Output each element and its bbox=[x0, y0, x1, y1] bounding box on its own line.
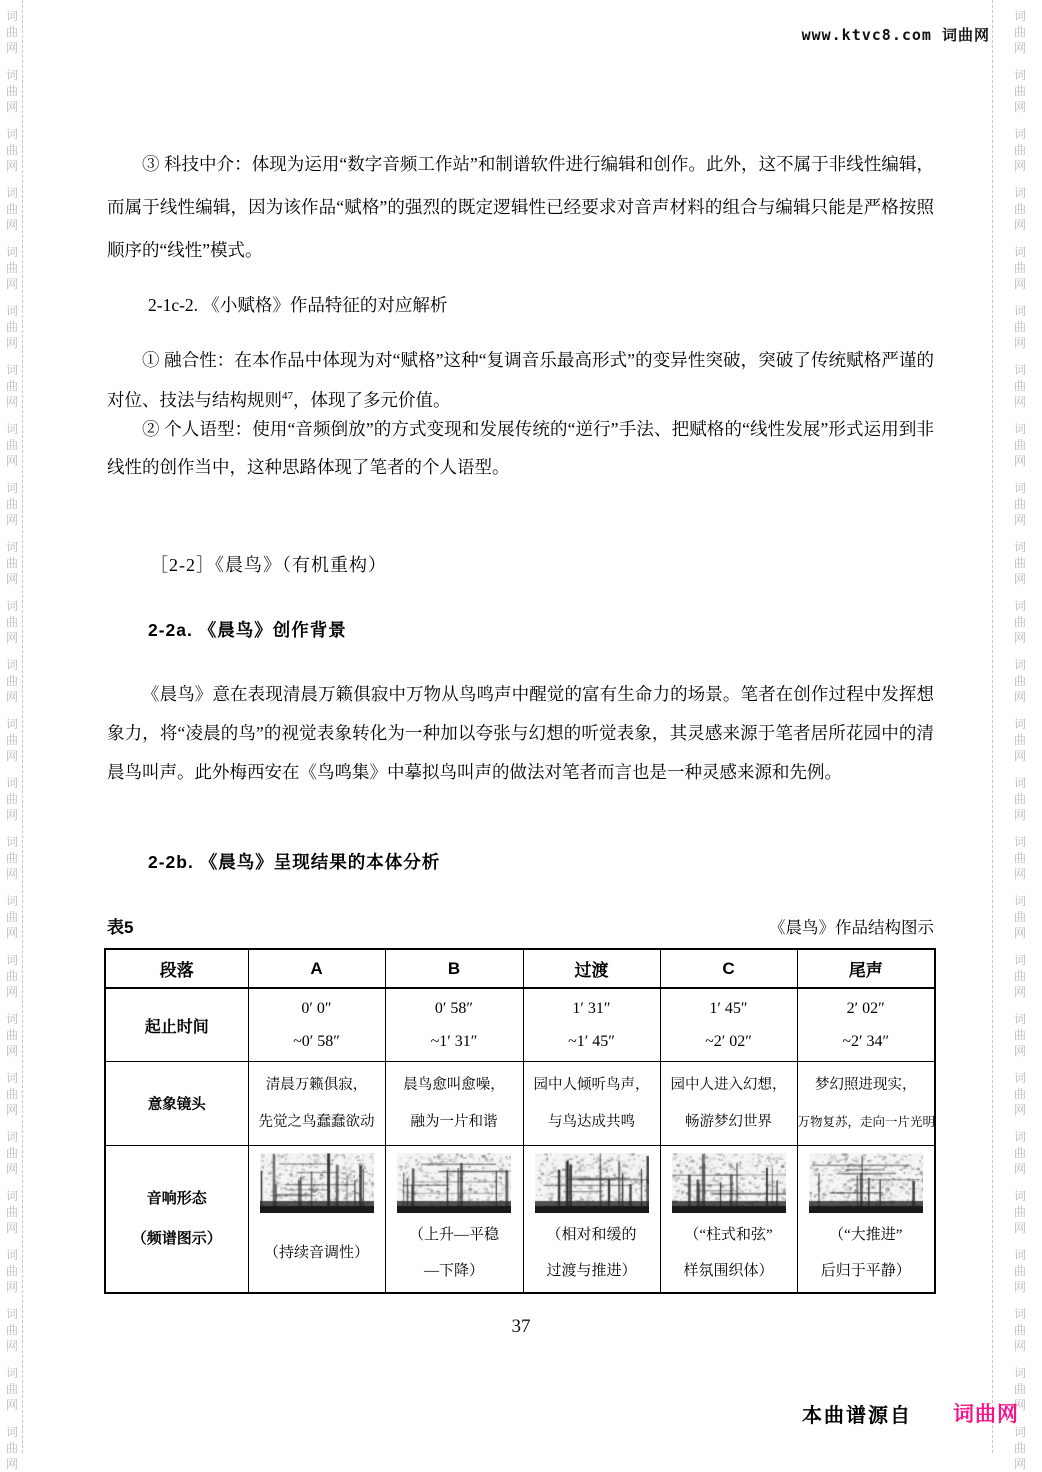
footer-brand-label: 词曲网 bbox=[953, 1403, 1019, 1426]
col-header-coda: 尾声 bbox=[797, 949, 935, 988]
time-start: 1′ 31″ bbox=[572, 1000, 611, 1017]
time-cell-a bbox=[248, 988, 385, 1062]
row-header-scene: 意象镜头 bbox=[105, 1062, 248, 1146]
time-end: ~2′ 02″ bbox=[705, 1033, 752, 1050]
caption-line: 过渡与推进） bbox=[546, 1262, 637, 1279]
time-start: 0′ 58″ bbox=[434, 1000, 474, 1017]
scene-line: 清晨万籁俱寂， bbox=[265, 1076, 368, 1093]
scene-line: 园中人倾听鸟声， bbox=[533, 1076, 650, 1093]
paragraph-personal-idiom: ② 个人语型：使用“音频倒放”的方式变现和发展传统的“逆行”手法、把赋格的“线性发展”形式运用到非线性的创作当中，这种思路体现了笔者的个人语型。 bbox=[107, 419, 934, 477]
paragraph-tech-mediation: ③ 科技中介：体现为运用“数字音频工作站”和制谱软件进行编辑和创作。此外，这不属于非线性编辑，而属于线性编辑，因为该作品“赋格”的强烈的既定逻辑性已经要求对音声材料的组合与编辑只能是严格按照顺序的“线性”模式。 bbox=[107, 154, 934, 260]
spectrogram-caption bbox=[821, 1213, 911, 1292]
caption-line: —下降） bbox=[423, 1262, 484, 1279]
caption-line: （“大推进” bbox=[829, 1226, 903, 1243]
heading-2-2a: 2-2a. 《晨鸟》创作背景 bbox=[148, 620, 347, 640]
table-header-row bbox=[105, 949, 935, 988]
row-header-sound-line2: （频谱图示） bbox=[131, 1230, 222, 1247]
row-header-sound bbox=[105, 1146, 248, 1294]
caption-line: （上升—平稳 bbox=[408, 1226, 499, 1243]
spectrogram-caption bbox=[409, 1213, 499, 1292]
time-cell-transition bbox=[523, 988, 660, 1062]
scene-line: 万物复苏，走向一片光明 bbox=[797, 1114, 936, 1129]
paragraph-fusion bbox=[107, 340, 934, 420]
table-row-scene bbox=[105, 1062, 935, 1146]
watermark-column-right: 词 曲 网 词 曲 网 词 曲 网 词 曲 网 词 曲 网 词 曲 网 词 曲 网 词 曲 网 词 曲 网 词 曲 网 词 曲 网 词 曲 网 词 曲 网 词 曲 网 词 曲 网 词 曲 网 词 曲 网 词 曲 网 词 曲 网 词 曲 网 词 曲 网 词 曲 网 词 曲 网 词 曲 网 词 曲 网 bbox=[1013, 9, 1026, 1471]
scene-cell-transition bbox=[523, 1062, 660, 1146]
time-start: 0′ 0″ bbox=[301, 1000, 332, 1017]
time-cell-coda bbox=[797, 988, 935, 1062]
scene-cell-a bbox=[248, 1062, 385, 1146]
caption-line: 后归于平静） bbox=[820, 1262, 911, 1279]
col-header-b: B bbox=[385, 949, 523, 988]
time-cell-b bbox=[385, 988, 523, 1062]
scene-cell-c bbox=[660, 1062, 797, 1146]
col-header-a: A bbox=[248, 949, 385, 988]
time-cell-c bbox=[660, 988, 797, 1062]
sound-cell-coda bbox=[797, 1146, 935, 1294]
paragraph-fusion-tail: ，体现了多元价值。 bbox=[293, 390, 451, 410]
scene-line: 园中人进入幻想， bbox=[670, 1076, 787, 1093]
dashed-margin-line-right bbox=[992, 0, 993, 1453]
paragraph-morning-bird-background: 《晨鸟》意在表现清晨万籁俱寂中万物从鸟鸣声中醒觉的富有生命力的场景。笔者在创作过程中发挥想象力，将“凌晨的鸟”的视觉表象转化为一种加以夸张与幻想的听觉表象，其灵感来源于笔者居所花园中的清晨鸟叫声。此外梅西安在《鸟鸣集》中摹拟鸟叫声的做法对笔者而言也是一种灵感来源和先例。 bbox=[107, 684, 934, 782]
scene-line: 与鸟达成共鸣 bbox=[548, 1113, 635, 1130]
footer-source-label: 本曲谱源自 bbox=[802, 1405, 912, 1427]
spectrogram-transition bbox=[535, 1153, 649, 1213]
table-row-time bbox=[105, 988, 935, 1062]
spectrogram-section-a bbox=[260, 1153, 374, 1213]
heading-2-2b: 2-2b. 《晨鸟》呈现结果的本体分析 bbox=[148, 852, 441, 872]
row-header-time: 起止时间 bbox=[105, 988, 248, 1062]
table-label-row bbox=[107, 913, 934, 938]
col-header-c: C bbox=[660, 949, 797, 988]
scene-cell-coda bbox=[797, 1062, 935, 1146]
col-header-transition: 过渡 bbox=[523, 949, 660, 988]
sound-cell-c bbox=[660, 1146, 797, 1294]
time-start: 2′ 02″ bbox=[846, 1000, 885, 1017]
scene-line: 晨鸟愈叫愈噪， bbox=[403, 1076, 505, 1093]
caption-line: 样氛围织体） bbox=[683, 1262, 774, 1279]
spectrogram-caption bbox=[546, 1213, 636, 1292]
time-start: 1′ 45″ bbox=[709, 1000, 748, 1017]
row-header-sound-line1: 音响形态 bbox=[146, 1190, 207, 1207]
heading-2-2: ［2-2］《晨鸟》（有机重构） bbox=[150, 555, 387, 575]
spectrogram-coda bbox=[809, 1153, 923, 1213]
scene-line: 畅游梦幻世界 bbox=[685, 1113, 772, 1130]
table-caption: 《晨鸟》作品结构图示 bbox=[769, 918, 934, 937]
watermark-column-left: 词 曲 网 词 曲 网 词 曲 网 词 曲 网 词 曲 网 词 曲 网 词 曲 网 词 曲 网 词 曲 网 词 曲 网 词 曲 网 词 曲 网 词 曲 网 词 曲 网 词 曲 网 词 曲 网 词 曲 网 词 曲 网 词 曲 网 词 曲 网 词 曲 网 词 曲 网 词 曲 网 词 曲 网 词 曲 网 bbox=[5, 9, 18, 1471]
table-row-sound bbox=[105, 1146, 935, 1294]
time-end: ~0′ 58″ bbox=[293, 1033, 340, 1050]
dashed-margin-line-left bbox=[22, 0, 23, 1453]
caption-line: （相对和缓的 bbox=[546, 1226, 637, 1243]
caption-line: （“柱式和弦” bbox=[684, 1226, 773, 1243]
spectrogram-caption bbox=[683, 1213, 773, 1292]
table-number-label: 表5 bbox=[107, 918, 134, 937]
site-watermark-label: www.ktvc8.com 词曲网 bbox=[801, 26, 990, 44]
spectrogram-caption bbox=[264, 1213, 369, 1292]
scene-cell-b bbox=[385, 1062, 523, 1146]
caption-line: （持续音调性） bbox=[263, 1244, 369, 1261]
spectrogram-section-c bbox=[672, 1153, 786, 1213]
scene-line: 融为一片和谐 bbox=[410, 1113, 498, 1130]
footnote-reference: 47 bbox=[282, 390, 293, 403]
sound-cell-b bbox=[385, 1146, 523, 1294]
scene-line: 先觉之鸟蠢蠢欲动 bbox=[258, 1113, 375, 1130]
time-end: ~2′ 34″ bbox=[842, 1033, 890, 1050]
sound-cell-transition bbox=[523, 1146, 660, 1294]
sound-cell-a bbox=[248, 1146, 385, 1294]
heading-2-1c-2: 2-1c-2. 《小赋格》作品特征的对应解析 bbox=[148, 295, 448, 315]
time-end: ~1′ 31″ bbox=[430, 1033, 478, 1050]
page-number: 37 bbox=[511, 1316, 531, 1337]
paragraph-fusion-text: ① 融合性：在本作品中体现为对“赋格”这种“复调音乐最高形式”的变异性突破，突破了传统赋格严谨的对位、技法与结构规则 bbox=[107, 350, 934, 410]
scene-line: 梦幻照进现实， bbox=[815, 1076, 917, 1093]
col-header-segment: 段落 bbox=[105, 949, 248, 988]
structure-table bbox=[104, 948, 936, 1294]
spectrogram-section-b bbox=[397, 1153, 511, 1213]
time-end: ~1′ 45″ bbox=[568, 1033, 615, 1050]
